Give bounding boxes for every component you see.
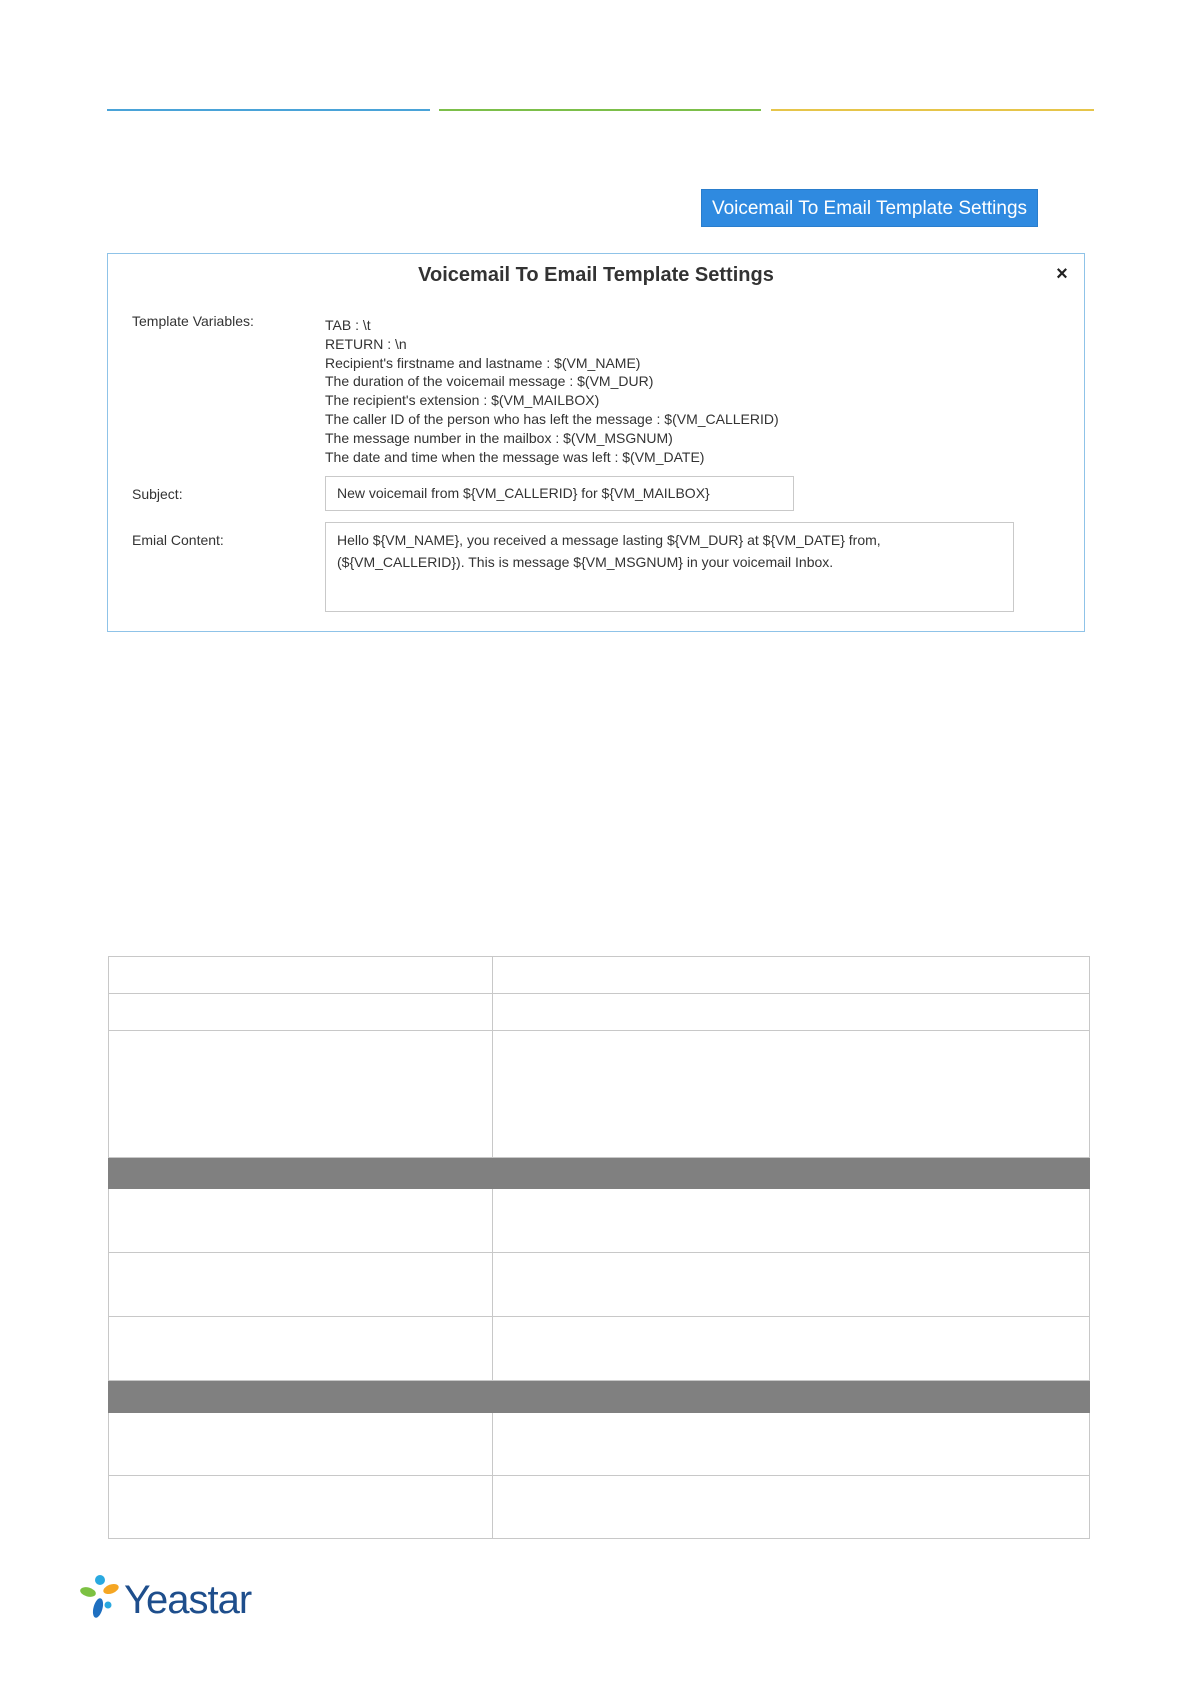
template-settings-dialog bbox=[107, 253, 1085, 632]
table-cell bbox=[109, 1413, 493, 1476]
table-row bbox=[109, 1031, 1090, 1158]
table-cell bbox=[109, 1476, 493, 1539]
template-variable: The caller ID of the person who has left the message : $(VM_CALLERID) bbox=[325, 410, 779, 427]
table-section-header bbox=[109, 1381, 1090, 1413]
table-cell bbox=[493, 1253, 1090, 1317]
email-content-textarea[interactable] bbox=[325, 522, 1014, 612]
subject-input[interactable]: New voicemail from ${VM_CALLERID} for ${VM_MAILBOX} bbox=[325, 476, 794, 511]
table-row bbox=[109, 1253, 1090, 1317]
email-content-line: Hello ${VM_NAME}, you received a message lasting ${VM_DUR} at ${VM_DATE} from, bbox=[337, 532, 881, 548]
table-cell bbox=[109, 1189, 493, 1253]
template-variable: The message number in the mailbox : $(VM_MSGNUM) bbox=[325, 429, 673, 446]
table-cell bbox=[109, 1381, 1090, 1413]
header-rule-blue bbox=[107, 109, 430, 111]
template-variables-label: Template Variables: bbox=[132, 313, 254, 329]
dialog-title: Voicemail To Email Template Settings bbox=[418, 264, 774, 286]
yeastar-logo-text: Yeastar bbox=[124, 1578, 252, 1622]
template-variable: The duration of the voicemail message : $(VM_DUR) bbox=[325, 373, 654, 390]
table-row bbox=[109, 957, 1090, 994]
table-cell bbox=[493, 1476, 1090, 1539]
table-cell bbox=[493, 1031, 1090, 1158]
template-variables-list bbox=[325, 316, 779, 466]
table-cell bbox=[493, 994, 1090, 1031]
header-rule-green bbox=[439, 109, 761, 111]
table-cell bbox=[109, 994, 493, 1031]
table-cell bbox=[109, 1158, 1090, 1189]
template-variable: TAB : \t bbox=[325, 317, 371, 333]
template-variable: The recipient's extension : $(VM_MAILBOX) bbox=[325, 392, 600, 409]
template-variable: RETURN : \n bbox=[325, 335, 407, 352]
table-row bbox=[109, 1476, 1090, 1539]
table-section-header bbox=[109, 1158, 1090, 1189]
settings-table bbox=[108, 956, 1090, 1539]
table-cell bbox=[109, 1317, 493, 1381]
table-cell bbox=[493, 1189, 1090, 1253]
table-cell bbox=[493, 957, 1090, 994]
table-cell bbox=[493, 1317, 1090, 1381]
email-content-label: Emial Content: bbox=[132, 532, 224, 548]
subject-label: Subject: bbox=[132, 486, 183, 502]
close-icon[interactable]: × bbox=[1056, 263, 1068, 285]
table-row bbox=[109, 1189, 1090, 1253]
table-cell bbox=[493, 1413, 1090, 1476]
header-rule-yellow bbox=[771, 109, 1094, 111]
voicemail-template-settings-button[interactable]: Voicemail To Email Template Settings bbox=[701, 189, 1038, 227]
table-cell bbox=[109, 957, 493, 994]
table-row bbox=[109, 1413, 1090, 1476]
template-variable: The date and time when the message was left : $(VM_DATE) bbox=[325, 448, 705, 465]
table-cell bbox=[109, 1031, 493, 1158]
table-row bbox=[109, 994, 1090, 1031]
template-variable: Recipient's firstname and lastname : $(VM_NAME) bbox=[325, 354, 641, 371]
table-row bbox=[109, 1317, 1090, 1381]
table-cell bbox=[109, 1253, 493, 1317]
email-content-line: (${VM_CALLERID}). This is message ${VM_MSGNUM} in your voicemail Inbox. bbox=[337, 554, 834, 570]
yeastar-logo-icon bbox=[78, 1572, 128, 1624]
